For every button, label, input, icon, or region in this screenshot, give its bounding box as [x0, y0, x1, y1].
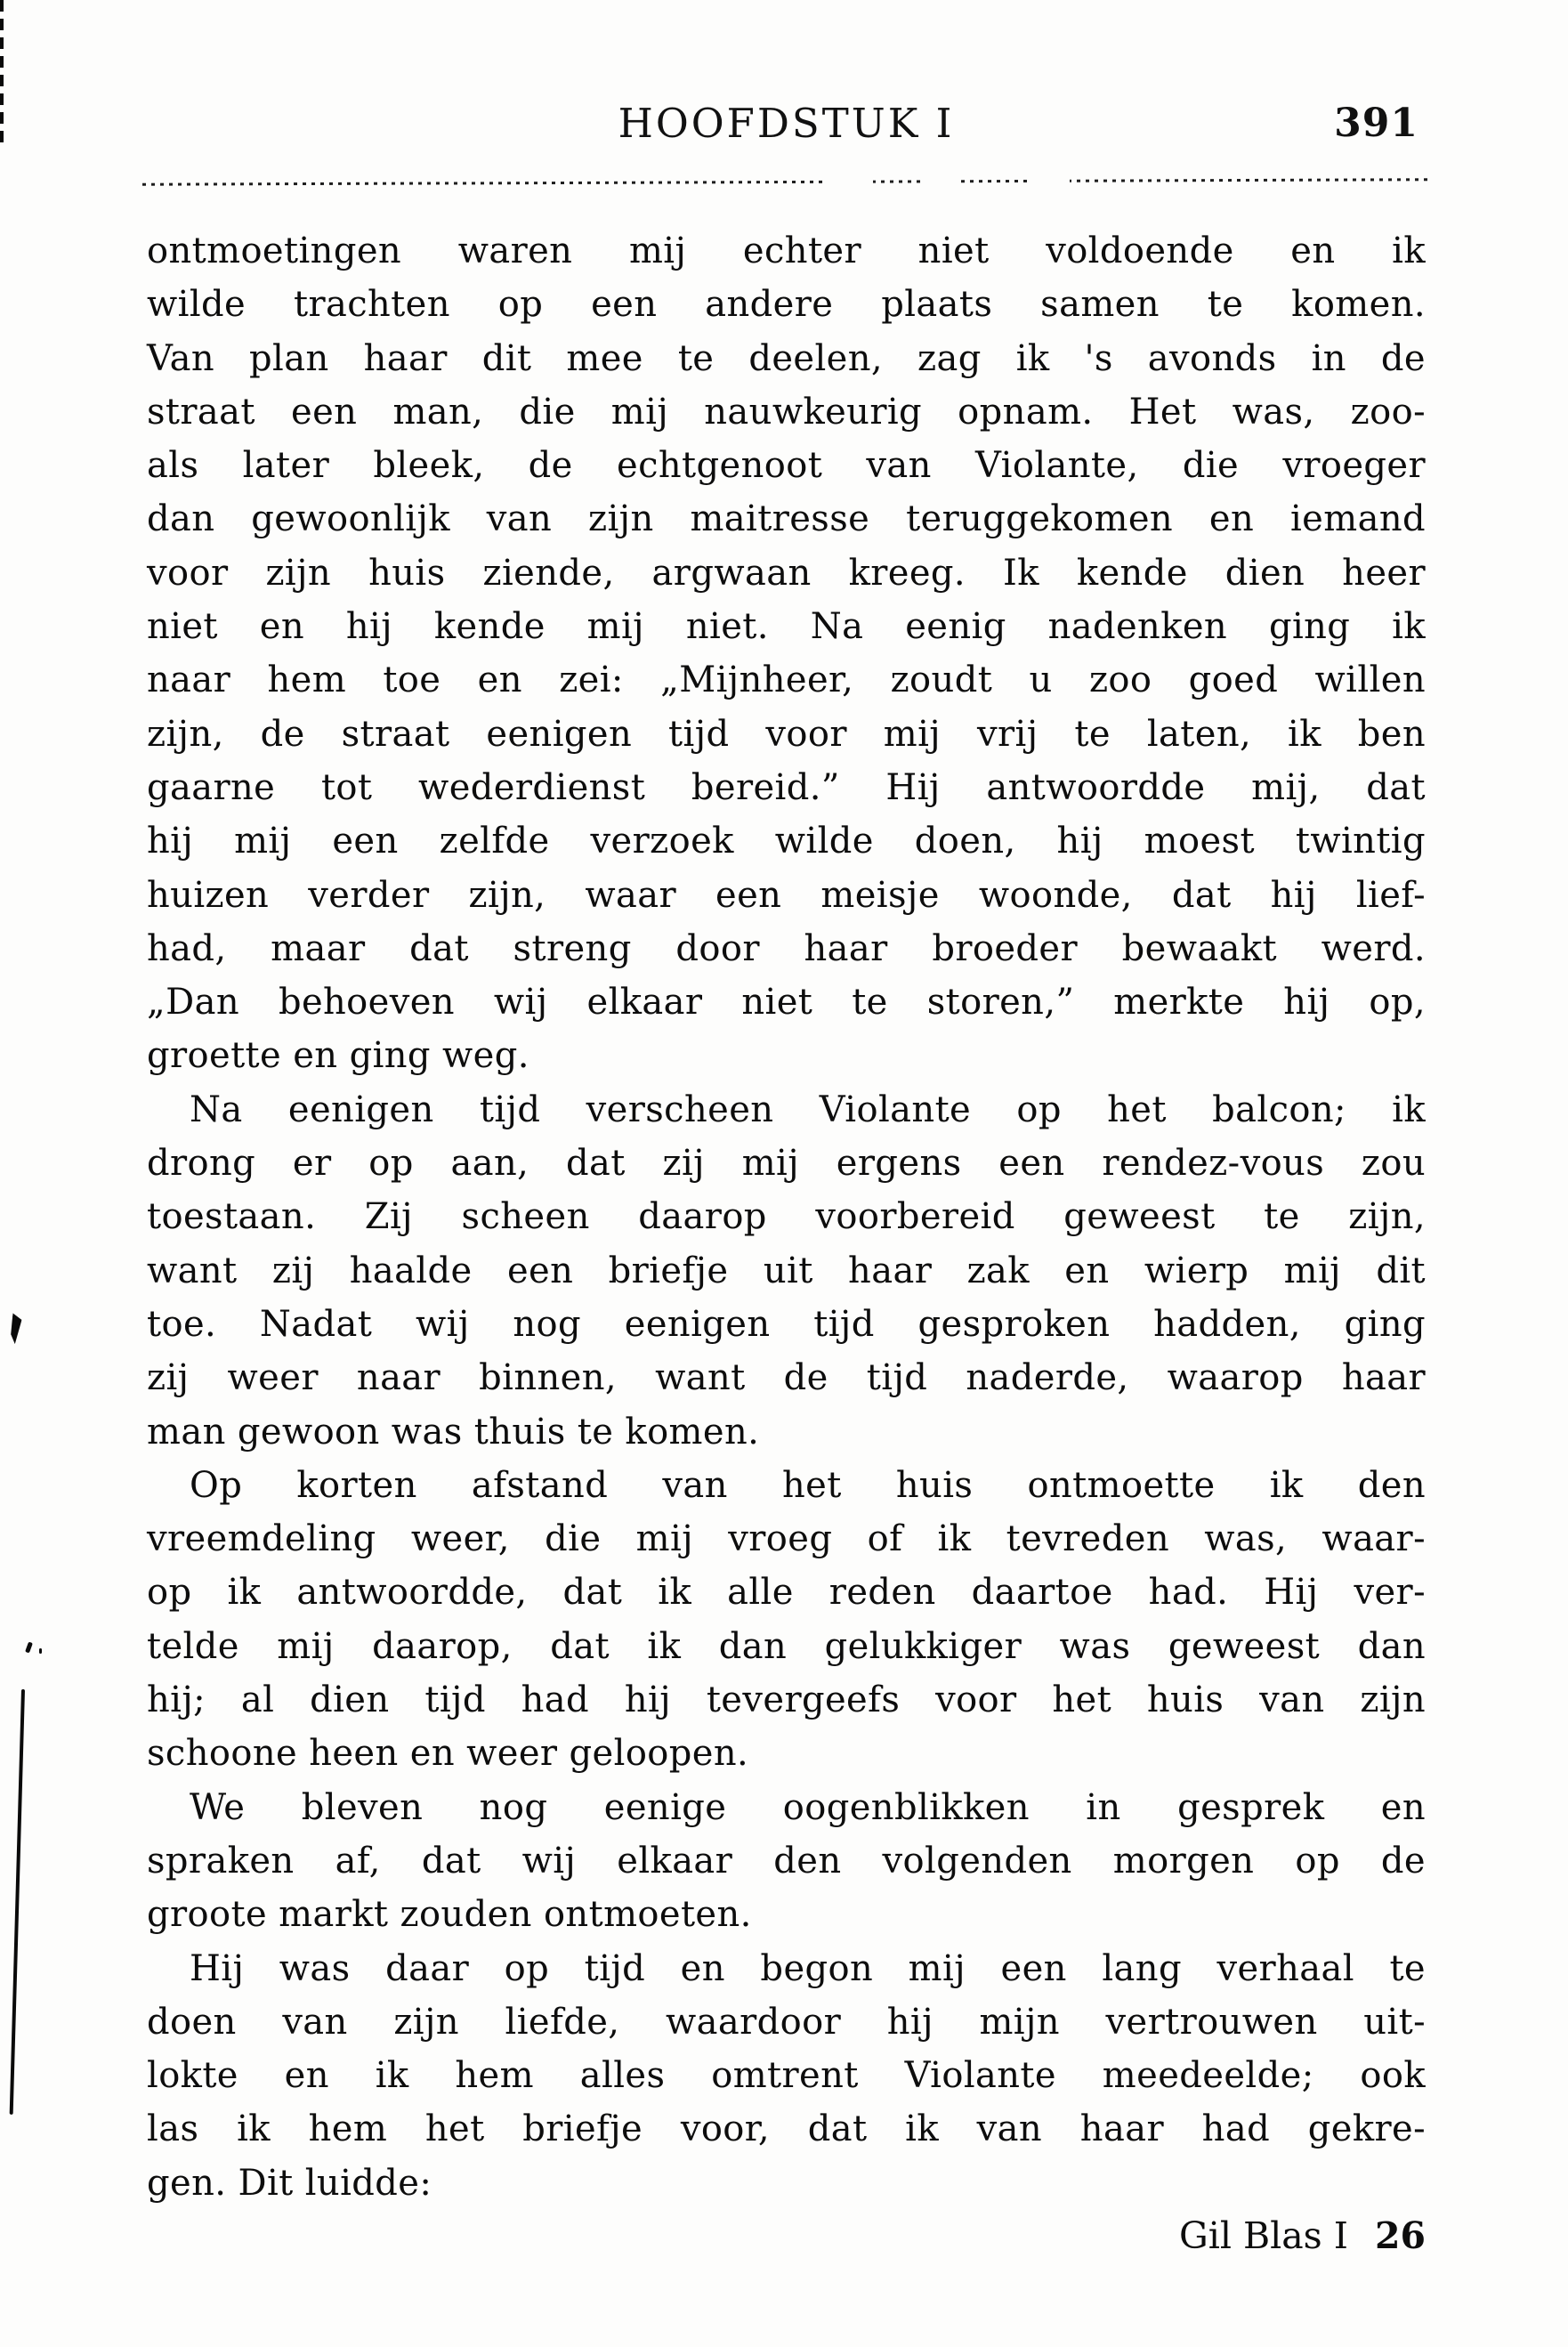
page-number: 391	[1334, 101, 1418, 146]
text-line: Op korten afstand van het huis ontmoette ik den	[190, 1464, 1426, 1506]
text-line: dan gewoonlijk van zijn maitresse teruggekomen en iemand	[147, 498, 1426, 540]
page-header	[147, 100, 1426, 150]
divider-gap	[824, 180, 873, 184]
text-line: hij; al dien tijd had hij tevergeefs voor het huis van zijn	[147, 1679, 1426, 1721]
text-line: gen. Dit luidde:	[147, 2162, 432, 2204]
text-line: Van plan haar dit mee te deelen, zag ik 's avonds in de	[147, 337, 1426, 379]
text-line: We bleven nog eenige oogenblikken in gesprek en	[190, 1786, 1426, 1828]
text-line: huizen verder zijn, waar een meisje woonde, dat hij lief-	[147, 874, 1426, 916]
chapter-heading: HOOFDSTUK I	[618, 100, 955, 147]
footer-number: 26	[1374, 2214, 1426, 2257]
text-line: voor zijn huis ziende, argwaan kreeg. Ik kende dien heer	[147, 552, 1426, 594]
text-line: hij mij een zelfde verzoek wilde doen, hij moest twintig	[147, 821, 1426, 862]
text-line: drong er op aan, dat zij mij ergens een rendez-vous zou	[147, 1143, 1426, 1185]
text-line: als later bleek, de echtgenoot van Violante, die vroeger	[147, 445, 1426, 487]
text-line: lokte en ik hem alles omtrent Violante meedeelde; ook	[147, 2055, 1426, 2097]
scan-artifact-speck	[25, 1642, 33, 1654]
footer-title: Gil Blas I	[1178, 2214, 1348, 2257]
body-text	[147, 224, 1426, 2210]
text-line: naar hem toe en zei: „Mijnheer, zoudt u zoo goed willen	[147, 660, 1426, 701]
text-line: telde mij daarop, dat ik dan gelukkiger was geweest dan	[147, 1625, 1426, 1667]
text-line: ontmoetingen waren mij echter niet voldoende en ik	[147, 231, 1426, 271]
text-line: las ik hem het briefje voor, dat ik van haar had gekre-	[147, 2108, 1426, 2150]
text-line: toestaan. Zij scheen daarop voorbereid geweest te zijn,	[147, 1196, 1426, 1238]
text-line: gaarne tot wederdienst bereid.” Hij antwoordde mij, dat	[147, 766, 1426, 808]
text-line: „Dan behoeven wij elkaar niet te storen,” merkte hij op,	[147, 982, 1426, 1024]
text-line: Na eenigen tijd verscheen Violante op het balcon; ik	[190, 1089, 1426, 1130]
text-line: niet en hij kende mij niet. Na eenig nadenken ging ik	[147, 606, 1426, 648]
scan-artifact-speck	[39, 1648, 42, 1654]
text-line: groette en ging weg.	[147, 1035, 529, 1077]
text-line: wilde trachten op een andere plaats samen te komen.	[147, 284, 1426, 326]
scan-artifact-wedge	[9, 1313, 23, 1344]
text-line: Hij was daar op tijd en begon mij een lang verhaal te	[190, 1947, 1426, 1989]
text-line: zijn, de straat eenigen tijd voor mij vrij te laten, ik ben	[147, 713, 1426, 755]
text-line: spraken af, dat wij elkaar den volgenden morgen op de	[147, 1840, 1426, 1882]
text-line: vreemdeling weer, die mij vroeg of ik tevreden was, waar-	[147, 1518, 1426, 1560]
text-line: groote markt zouden ontmoeten.	[147, 1894, 752, 1936]
text-line: schoone heen en weer geloopen.	[147, 1733, 749, 1775]
text-line: had, maar dat streng door haar broeder bewaakt werd.	[147, 927, 1426, 969]
divider-gap	[920, 179, 956, 183]
text-line: want zij haalde een briefje uit haar zak en wierp mij dit	[147, 1250, 1426, 1291]
divider-gap	[1030, 179, 1070, 183]
text-line: toe. Nadat wij nog eenigen tijd gesproken hadden, ging	[147, 1303, 1426, 1345]
scan-artifact-vertical-line	[10, 1689, 25, 2115]
text-line: op ik antwoordde, dat ik alle reden daartoe had. Hij ver-	[147, 1572, 1426, 1614]
page-footer	[147, 2214, 1426, 2257]
text-line: doen van zijn liefde, waardoor hij mijn vertrouwen uit-	[147, 2001, 1426, 2043]
dotted-divider	[142, 178, 1428, 186]
text-line: straat een man, die mij nauwkeurig opnam. Het was, zoo-	[147, 391, 1426, 433]
scan-artifact-dashed-line	[0, 0, 4, 147]
text-line: man gewoon was thuis te komen.	[147, 1411, 760, 1453]
text-line: zij weer naar binnen, want de tijd naderde, waarop haar	[147, 1357, 1426, 1399]
